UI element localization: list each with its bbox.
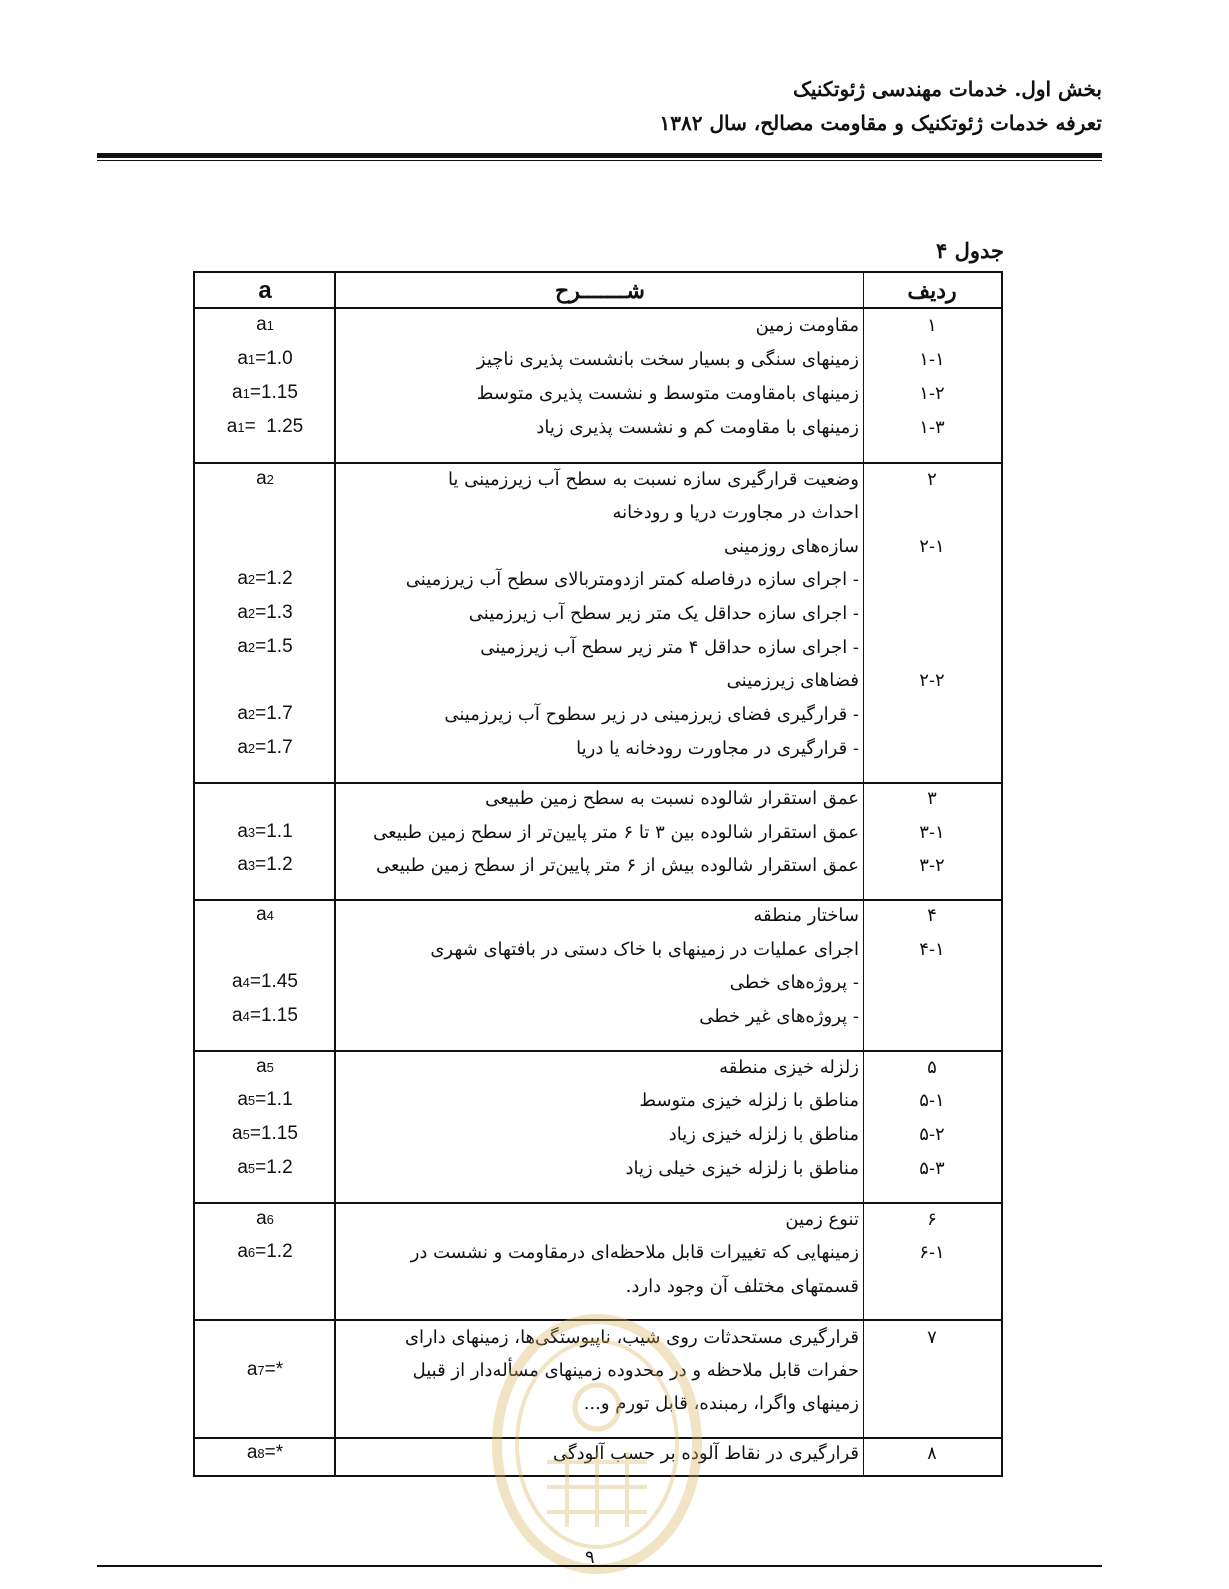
section-title: بخش اول. خدمات مهندسی ژئوتکنیک [792, 77, 1102, 101]
column-header-row: ردیف [907, 278, 957, 304]
row-coefficient [195, 815, 335, 849]
coefficient-symbol: a [237, 737, 248, 758]
row-coefficient [195, 731, 335, 765]
row-coefficient [195, 1151, 335, 1185]
row-description: ساختار منطقه [753, 904, 859, 926]
row-coefficient [195, 342, 335, 376]
row-coefficient [195, 848, 335, 882]
row-coefficient [195, 932, 335, 966]
coefficient-symbol: a [256, 1056, 267, 1077]
coefficient-subscript: 2 [266, 471, 274, 487]
row-number: ۲-۲ [919, 669, 945, 691]
row-number: ۱-۲ [919, 382, 945, 404]
row-number [863, 697, 1001, 731]
coefficient-value: = 1.25 [244, 416, 304, 437]
coefficient-symbol: a [237, 1157, 248, 1178]
row-number: ۱-۱ [919, 348, 945, 370]
row-coefficient [195, 410, 335, 444]
row-coefficient [195, 1235, 335, 1269]
coefficient-value: =1.2 [255, 568, 293, 589]
coefficient-value: =1.2 [255, 854, 293, 875]
row-number: ۳ [927, 787, 937, 809]
coefficient-value: =1.1 [255, 1089, 293, 1110]
row-description: حفرات قابل ملاحظه و در محدوده زمینهای مسأله‌دار از قبیل [412, 1359, 859, 1381]
row-number: ۶-۱ [919, 1241, 945, 1263]
row-number: ۴ [927, 904, 937, 926]
row-number: ۵ [927, 1056, 937, 1078]
coefficient-subscript: 7 [257, 1362, 265, 1378]
coefficient-subscript: 6 [247, 1244, 256, 1260]
row-description: قرارگیری در نقاط آلوده بر حسب آلودگی [553, 1442, 859, 1464]
coefficient-value: =1.1 [255, 821, 293, 842]
coefficient-symbol: a [237, 348, 248, 369]
coefficient-table [193, 271, 1003, 1477]
row-coefficient [195, 308, 335, 342]
row-number: ۵-۳ [919, 1157, 945, 1179]
row-description: مناطق با زلزله خیزی متوسط [639, 1089, 859, 1111]
row-number [863, 630, 1001, 664]
row-number: ۷ [927, 1326, 937, 1348]
row-description: زمینهای بامقاومت متوسط و نشست پذیری متوسط [476, 382, 859, 404]
row-number: ۴-۱ [919, 938, 945, 960]
coefficient-subscript: 4 [266, 907, 274, 923]
row-description: احداث در مجاورت دریا و رودخانه [612, 501, 859, 523]
row-number: ۵-۱ [919, 1089, 945, 1111]
coefficient-value: =1.15 [249, 1005, 298, 1026]
coefficient-symbol: a [246, 1359, 258, 1380]
page-number: ۹ [585, 1547, 595, 1568]
row-coefficient [195, 1117, 335, 1151]
row-number: ۳-۲ [919, 854, 945, 876]
table-title: جدول ۴ [936, 238, 1004, 263]
coefficient-symbol: a [256, 468, 267, 489]
row-description: قسمتهای مختلف آن وجود دارد. [625, 1275, 859, 1297]
row-number: ۸ [927, 1442, 937, 1464]
coefficient-symbol: a [246, 1442, 258, 1463]
coefficient-symbol: a [232, 1123, 243, 1144]
coefficient-subscript: 8 [257, 1445, 265, 1461]
coefficient-subscript: 2 [247, 571, 256, 587]
row-number: ۲ [927, 468, 937, 490]
coefficient-symbol: a [237, 1241, 248, 1262]
coefficient-value: =1.7 [255, 737, 293, 758]
row-description: مناطق با زلزله خیزی زیاد [668, 1123, 859, 1145]
row-description: قرارگیری مستحدثات روی شیب، ناپیوستگی‌ها، زمینهای دارای [404, 1326, 859, 1348]
row-number [863, 999, 1001, 1033]
coefficient-value: =1.0 [255, 348, 293, 369]
row-coefficient [195, 697, 335, 731]
seal-watermark [487, 1312, 707, 1577]
row-number [863, 731, 1001, 765]
row-number: ۳-۱ [919, 821, 945, 843]
row-coefficient [195, 965, 335, 999]
coefficient-subscript: 4 [242, 974, 250, 990]
coefficient-subscript: 3 [247, 857, 256, 873]
coefficient-subscript: 2 [247, 706, 256, 722]
coefficient-value: =1.5 [255, 636, 293, 657]
coefficient-value: =1.3 [255, 602, 293, 623]
coefficient-symbol: a [256, 314, 267, 335]
row-number [863, 596, 1001, 630]
coefficient-subscript: 1 [237, 419, 245, 435]
coefficient-subscript: 2 [247, 740, 256, 756]
row-description: اجرای عملیات در زمینهای با خاک دستی در بافتهای شهری [430, 938, 859, 960]
row-description: عمق استقرار شالوده بیش از ۶ متر پایین‌تر از سطح زمین طبیعی [376, 854, 859, 876]
row-coefficient [195, 529, 335, 563]
coefficient-value: =* [264, 1359, 284, 1380]
row-coefficient [195, 1436, 335, 1470]
coefficient-subscript: 1 [247, 351, 256, 367]
row-description: مقاومت زمین [755, 314, 859, 336]
row-description: وضعیت قرارگیری سازه نسبت به سطح آب زیرزمینی یا [447, 468, 859, 490]
header-rule [97, 153, 1102, 158]
coefficient-subscript: 6 [266, 1211, 274, 1227]
coefficient-value: =1.2 [255, 1241, 293, 1262]
row-number: ۲-۱ [919, 535, 945, 557]
coefficient-value: =1.2 [255, 1157, 293, 1178]
row-description: عمق استقرار شالوده نسبت به سطح زمین طبیعی [485, 787, 859, 809]
coefficient-subscript: 5 [247, 1160, 256, 1176]
row-description: زمینهایی که تغییرات قابل ملاحظه‌ای درمقاومت و نشست در [410, 1241, 859, 1263]
row-description: - اجرای سازه حداقل ۴ متر زیر سطح آب زیرزمینی [480, 636, 859, 658]
coefficient-symbol: a [237, 1089, 248, 1110]
row-number: ۶ [927, 1208, 937, 1230]
row-coefficient [195, 376, 335, 410]
coefficient-symbol: a [256, 1208, 267, 1229]
coefficient-symbol: a [237, 636, 248, 657]
row-description: - قرارگیری در مجاورت رودخانه یا دریا [576, 737, 859, 759]
row-number: ۱ [927, 314, 937, 336]
coefficient-subscript: 2 [247, 639, 256, 655]
coefficient-subscript: 1 [266, 317, 274, 333]
row-number [863, 562, 1001, 596]
footer-rule [97, 1565, 1102, 1567]
header-rule-thin [97, 160, 1102, 161]
row-coefficient [195, 1386, 335, 1420]
row-coefficient [195, 1083, 335, 1117]
row-description: عمق استقرار شالوده بین ۳ تا ۶ متر پایین‌تر از سطح زمین طبیعی [373, 821, 859, 843]
coefficient-symbol: a [237, 703, 248, 724]
row-number [863, 1386, 1001, 1420]
row-description: - اجرای سازه درفاصله کمتر ازدومتربالای سطح آب زیرزمینی [405, 568, 859, 590]
column-header-description: شـــــــرح [555, 278, 645, 304]
row-description: زمینهای با مقاومت کم و نشست پذیری زیاد [536, 416, 859, 438]
coefficient-value: =1.15 [249, 382, 298, 403]
coefficient-symbol: a [237, 602, 248, 623]
row-description: سازه‌های روزمینی [723, 535, 859, 557]
coefficient-value: =* [264, 1442, 284, 1463]
row-coefficient [195, 1320, 335, 1354]
row-number [863, 495, 1001, 529]
row-coefficient [195, 562, 335, 596]
coefficient-symbol: a [232, 1005, 243, 1026]
row-coefficient [195, 999, 335, 1033]
row-description: فضاهای زیرزمینی [726, 669, 859, 691]
row-coefficient [195, 495, 335, 529]
coefficient-symbol: a [237, 568, 248, 589]
row-description: - قرارگیری فضای زیرزمینی در زیر سطوح آب زیرزمینی [444, 703, 859, 725]
document-title: تعرفه خدمات ژئوتکنیک و مقاومت مصالح، سال ۱۳۸۲ [659, 111, 1102, 135]
row-coefficient [195, 1202, 335, 1236]
coefficient-symbol: a [256, 904, 267, 925]
coefficient-symbol: a [232, 971, 243, 992]
row-description: تنوع زمین [785, 1208, 859, 1230]
coefficient-symbol: a [226, 416, 238, 437]
row-description: - پروژه‌های خطی [729, 971, 859, 993]
row-description: زمینهای سنگی و بسیار سخت بانشست پذیری ناچیز [476, 348, 859, 370]
row-coefficient [195, 1353, 335, 1387]
coefficient-subscript: 3 [247, 824, 256, 840]
page-header [660, 72, 1102, 140]
row-coefficient [195, 462, 335, 496]
coefficient-subscript: 4 [242, 1008, 250, 1024]
row-number [863, 965, 1001, 999]
coefficient-value: =1.45 [249, 971, 298, 992]
row-description: زمینهای واگرا، رمبنده، قابل تورم و... [583, 1392, 859, 1414]
coefficient-symbol: a [232, 382, 243, 403]
row-description: زلزله خیزی منطقه [719, 1056, 859, 1078]
coefficient-symbol: a [237, 821, 248, 842]
coefficient-subscript: 5 [242, 1126, 250, 1142]
row-coefficient [195, 1269, 335, 1303]
coefficient-value: =1.15 [249, 1123, 298, 1144]
row-description: - پروژه‌های غیر خطی [699, 1005, 859, 1027]
coefficient-subscript: 1 [242, 385, 250, 401]
row-coefficient [195, 1050, 335, 1084]
row-description: مناطق با زلزله خیزی خیلی زیاد [625, 1157, 859, 1179]
row-description: - اجرای سازه حداقل یک متر زیر سطح آب زیرزمینی [468, 602, 859, 624]
row-number: ۱-۳ [919, 416, 945, 438]
row-coefficient [195, 898, 335, 932]
coefficient-subscript: 5 [266, 1059, 274, 1075]
column-header-a: a [258, 277, 272, 304]
coefficient-subscript: 5 [247, 1092, 256, 1108]
coefficient-subscript: 2 [247, 605, 256, 621]
coefficient-value: =1.7 [255, 703, 293, 724]
row-number: ۵-۲ [919, 1123, 945, 1145]
row-coefficient [195, 781, 335, 815]
row-coefficient [195, 663, 335, 697]
row-number [863, 1269, 1001, 1303]
row-number [863, 1353, 1001, 1387]
row-coefficient [195, 596, 335, 630]
row-coefficient [195, 630, 335, 664]
coefficient-symbol: a [237, 854, 248, 875]
